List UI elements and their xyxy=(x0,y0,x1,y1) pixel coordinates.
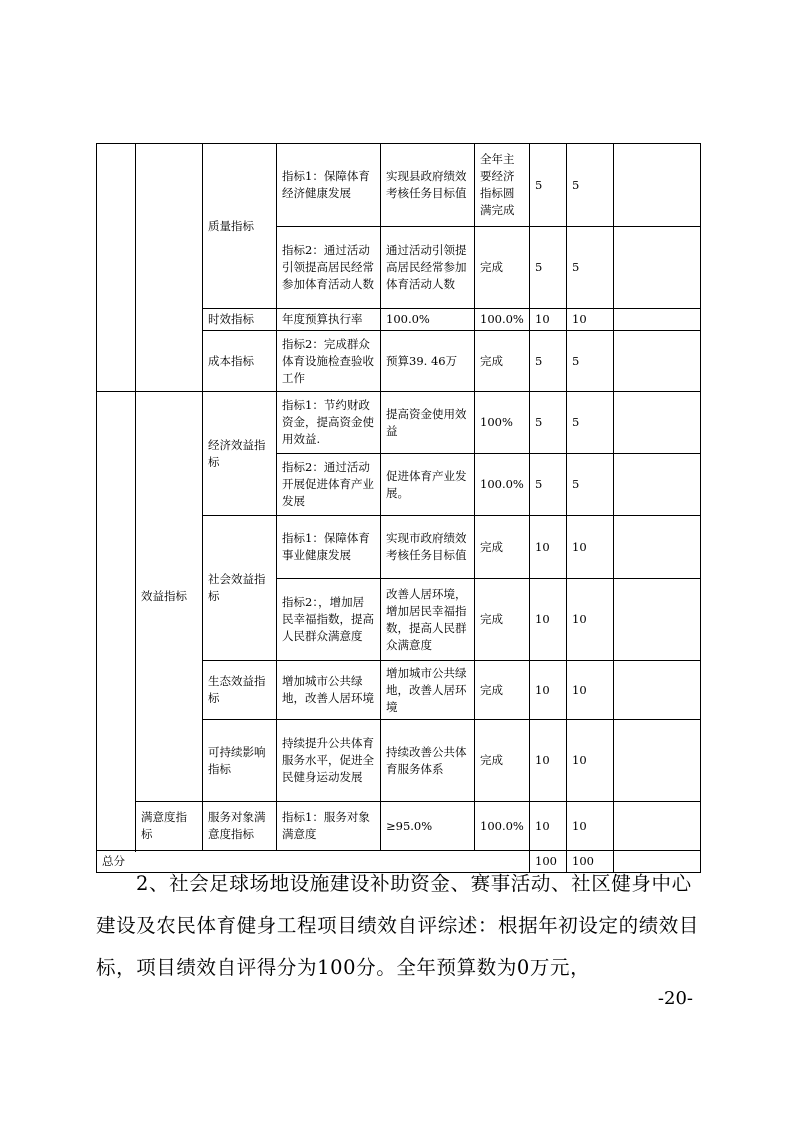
indicator-cell: 指标1：服务对象满意度 xyxy=(277,802,381,851)
actual-cell: 完成 xyxy=(475,720,530,802)
weight-cell: 10 xyxy=(530,720,567,802)
sub-indicator-service-satisfaction: 服务对象满意度指标 xyxy=(203,802,277,851)
actual-cell: 100.0% xyxy=(475,309,530,331)
weight-cell: 5 xyxy=(530,144,567,227)
indicator-cell: 持续提升公共体育服务水平，促进全民健身运动发展 xyxy=(277,720,381,802)
actual-cell: 100.0% xyxy=(475,802,530,851)
indicator-cell: 增加城市公共绿地，改善人居环境 xyxy=(277,661,381,720)
sub-indicator-quality: 质量指标 xyxy=(203,144,277,309)
remark-cell xyxy=(614,309,701,331)
weight-cell: 5 xyxy=(530,331,567,392)
indicator-cell: 指标2：通过活动引领提高居民经常参加体育活动人数 xyxy=(277,227,381,309)
sub-indicator-social: 社会效益指标 xyxy=(203,516,277,661)
sub-indicator-sustainable: 可持续影响指标 xyxy=(203,720,277,802)
score-cell: 5 xyxy=(567,144,614,227)
actual-cell: 完成 xyxy=(475,661,530,720)
target-cell: 促进体育产业发展。 xyxy=(381,454,475,516)
remark-cell xyxy=(614,720,701,802)
indicator-cell: 指标1：节约财政资金，提高资金使用效益. xyxy=(277,392,381,454)
indicator-cell: 指标2：完成群众体育设施检查验收工作 xyxy=(277,331,381,392)
target-cell: 实现市政府绩效考核任务目标值 xyxy=(381,516,475,579)
target-cell: 实现县政府绩效考核任务目标值 xyxy=(381,144,475,227)
weight-cell: 10 xyxy=(530,309,567,331)
body-paragraph: 2、社会足球场地设施建设补助资金、赛事活动、社区健身中心建设及农民体育健身工程项目绩效自评综述：根据年初设定的绩效目标，项目绩效自评得分为100分。全年预算数为0万元， xyxy=(96,872,700,979)
weight-cell: 5 xyxy=(530,227,567,309)
cell-blank xyxy=(97,144,136,392)
actual-cell: 完成 xyxy=(475,516,530,579)
actual-cell: 完成 xyxy=(475,579,530,661)
remark-cell xyxy=(614,661,701,720)
score-cell: 10 xyxy=(567,661,614,720)
score-cell: 10 xyxy=(567,720,614,802)
actual-cell: 完成 xyxy=(475,227,530,309)
target-cell: 提高资金使用效益 xyxy=(381,392,475,454)
page-number: -20- xyxy=(657,988,693,1009)
weight-cell: 10 xyxy=(530,661,567,720)
actual-cell: 全年主要经济指标圆满完成 xyxy=(475,144,530,227)
table-row xyxy=(97,144,701,227)
weight-cell: 5 xyxy=(530,454,567,516)
target-cell: 改善人居环境，增加居民幸福指数，提高人民群众满意度 xyxy=(381,579,475,661)
score-cell: 5 xyxy=(567,227,614,309)
total-label: 总分 xyxy=(97,851,530,873)
target-cell: 100.0% xyxy=(381,309,475,331)
remark-cell xyxy=(614,802,701,851)
cell-blank xyxy=(97,392,136,851)
indicator-cell: 指标2：通过活动开展促进体育产业发展 xyxy=(277,454,381,516)
weight-cell: 5 xyxy=(530,392,567,454)
target-cell: 增加城市公共绿地，改善人居环境 xyxy=(381,661,475,720)
cell-blank xyxy=(136,144,203,392)
score-cell: 10 xyxy=(567,309,614,331)
score-cell: 5 xyxy=(567,392,614,454)
score-cell: 5 xyxy=(567,454,614,516)
actual-cell: 100% xyxy=(475,392,530,454)
table-row xyxy=(97,802,701,851)
indicator-cell: 年度预算执行率 xyxy=(277,309,381,331)
category-satisfaction: 满意度指标 xyxy=(136,802,203,851)
actual-cell: 100.0% xyxy=(475,454,530,516)
sub-indicator-timeliness: 时效指标 xyxy=(203,309,277,331)
remark-cell xyxy=(614,144,701,227)
performance-table xyxy=(96,143,701,873)
remark-cell xyxy=(614,392,701,454)
score-cell: 5 xyxy=(567,331,614,392)
remark-cell xyxy=(614,331,701,392)
target-cell: 持续改善公共体育服务体系 xyxy=(381,720,475,802)
total-weight: 100 xyxy=(530,851,567,873)
target-cell: 预算39. 46万 xyxy=(381,331,475,392)
remark-cell xyxy=(614,516,701,579)
weight-cell: 10 xyxy=(530,516,567,579)
sub-indicator-cost: 成本指标 xyxy=(203,331,277,392)
score-cell: 10 xyxy=(567,516,614,579)
target-cell: 通过活动引领提高居民经常参加体育活动人数 xyxy=(381,227,475,309)
total-score: 100 xyxy=(567,851,614,873)
target-cell: ≥95.0% xyxy=(381,802,475,851)
indicator-cell: 指标2：，增加居民幸福指数，提高人民群众满意度 xyxy=(277,579,381,661)
remark-cell xyxy=(614,454,701,516)
remark-cell xyxy=(614,579,701,661)
score-cell: 10 xyxy=(567,802,614,851)
category-benefit: 效益指标 xyxy=(136,392,203,802)
actual-cell: 完成 xyxy=(475,331,530,392)
weight-cell: 10 xyxy=(530,802,567,851)
score-cell: 10 xyxy=(567,579,614,661)
remark-cell xyxy=(614,227,701,309)
sub-indicator-ecological: 生态效益指标 xyxy=(203,661,277,720)
indicator-cell: 指标1：保障体育经济健康发展 xyxy=(277,144,381,227)
weight-cell: 10 xyxy=(530,579,567,661)
table-row xyxy=(97,392,701,454)
indicator-cell: 指标1：保障体育事业健康发展 xyxy=(277,516,381,579)
sub-indicator-economic: 经济效益指标 xyxy=(203,392,277,516)
